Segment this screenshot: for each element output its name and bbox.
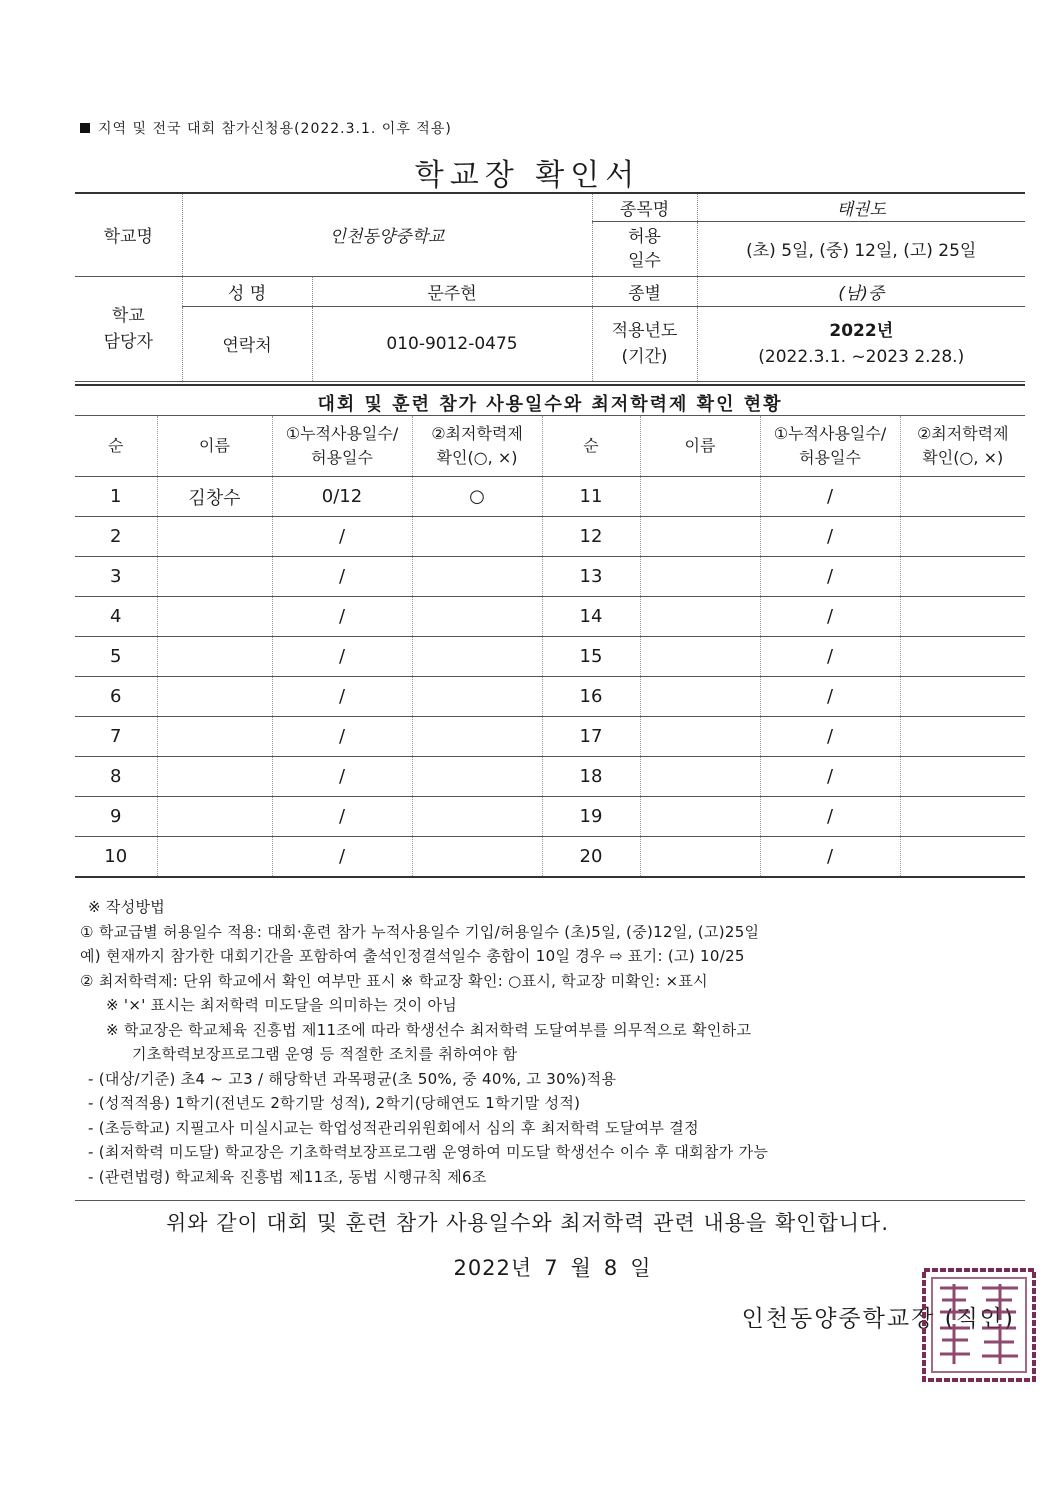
- table-row: [75, 717, 1025, 757]
- row-no: 1: [75, 477, 157, 517]
- row-name: [157, 517, 272, 557]
- row-name: [640, 637, 760, 677]
- row-days: /: [760, 677, 900, 717]
- contact-label: 연락처: [182, 306, 312, 381]
- row-days: /: [272, 797, 412, 837]
- row-days: /: [760, 717, 900, 757]
- note-item: - (성적적용) 1학기(전년도 2학기말 성적), 2학기(당해연도 1학기말 성적): [88, 1094, 581, 1112]
- row-name: [157, 557, 272, 597]
- period-value: 2022년 (2022.3.1. ~2023 2.28.): [697, 306, 1025, 381]
- confirmation-statement: 위와 같이 대회 및 훈련 참가 사용일수와 최저학력 관련 내용을 확인합니다.: [165, 1211, 889, 1235]
- table-row: [75, 557, 1025, 597]
- header-days: ①누적사용일수/ 허용일수: [272, 416, 412, 477]
- row-days: /: [272, 637, 412, 677]
- row-check: [412, 797, 542, 837]
- note-item: ② 최저학력제: 단위 학교에서 확인 여부만 표시 ※ 학교장 확인: ○표시, 학교장 미확인: ×표시: [80, 971, 708, 990]
- row-name: [157, 757, 272, 797]
- table-row: [75, 837, 1025, 878]
- period-label: 적용년도 (기간): [592, 306, 697, 381]
- document-title: 학교장 확인서: [414, 158, 641, 193]
- contact-value: 010-9012-0475: [312, 306, 592, 381]
- note-item: 기초학력보장프로그램 운영 등 적절한 조치를 취하여야 함: [132, 1045, 518, 1063]
- row-check: [900, 717, 1025, 757]
- info-table: [75, 192, 1025, 382]
- sport-value: 태권도: [697, 193, 1025, 221]
- row-name: [640, 757, 760, 797]
- row-days: /: [272, 757, 412, 797]
- row-check: [900, 757, 1025, 797]
- row-name: [157, 637, 272, 677]
- table-row: [75, 477, 1025, 517]
- row-check: [900, 557, 1025, 597]
- name-label: 성 명: [182, 276, 312, 306]
- form-type-text: 지역 및 전국 대회 참가신청용(2022.3.1. 이후 적용): [98, 121, 452, 137]
- row-check: [412, 757, 542, 797]
- row-no: 4: [75, 597, 157, 637]
- row-no: 19: [542, 797, 640, 837]
- row-no: 18: [542, 757, 640, 797]
- header-check: ②최저학력제 확인(○, ×): [412, 416, 542, 477]
- row-check: [412, 557, 542, 597]
- row-check: [412, 637, 542, 677]
- row-check: ○: [412, 477, 542, 517]
- note-item: - (대상/기준) 초4 ~ 고3 / 해당학년 과목평균(초 50%, 중 40%, 고 30%)적용: [88, 1069, 617, 1088]
- table-row: [75, 517, 1025, 557]
- row-days: /: [760, 477, 900, 517]
- note-item: - (초등학교) 지필고사 미실시교는 학업성적관리위원회에서 심의 후 최저학력 도달여부 결정: [88, 1118, 699, 1137]
- table-row: [75, 597, 1025, 637]
- row-name: 김창수: [157, 477, 272, 517]
- row-days: /: [272, 677, 412, 717]
- black-square-icon: [80, 123, 90, 133]
- row-days: /: [760, 517, 900, 557]
- header-name: 이름: [157, 416, 272, 477]
- row-name: [640, 597, 760, 637]
- note-item: - (최저학력 미도달) 학교장은 기초학력보장프로그램 운영하여 미도달 학생선수 이수 후 대회참가 가능: [88, 1143, 769, 1161]
- row-check: [412, 717, 542, 757]
- row-check: [412, 837, 542, 878]
- note-item: ① 학교급별 허용일수 적용: 대회·훈련 참가 누적사용일수 기입/허용일수 (초)5일, (중)12일, (고)25일: [80, 922, 760, 941]
- row-check: [900, 837, 1025, 878]
- row-check: [900, 637, 1025, 677]
- row-no: 2: [75, 517, 157, 557]
- row-name: [640, 517, 760, 557]
- row-days: /: [760, 557, 900, 597]
- header-no: 순: [75, 416, 157, 477]
- row-no: 10: [75, 837, 157, 878]
- row-check: [412, 677, 542, 717]
- row-days: /: [760, 757, 900, 797]
- row-no: 16: [542, 677, 640, 717]
- instructions: [80, 895, 1030, 1189]
- header-days: ①누적사용일수/ 허용일수: [760, 416, 900, 477]
- row-name: [640, 717, 760, 757]
- row-name: [640, 677, 760, 717]
- note-item: ※ 학교장은 학교체육 진흥법 제11조에 따라 학생선수 최저학력 도달여부를 의무적으로 확인하고: [106, 1020, 752, 1039]
- row-no: 7: [75, 717, 157, 757]
- roster-table: [75, 415, 1025, 878]
- table-row: [75, 637, 1025, 677]
- row-no: 14: [542, 597, 640, 637]
- row-days: /: [760, 597, 900, 637]
- gender-value: (남)중: [697, 276, 1025, 306]
- row-no: 8: [75, 757, 157, 797]
- notes-heading: ※ 작성방법: [88, 898, 166, 916]
- divider: [75, 1200, 1025, 1201]
- row-check: [900, 477, 1025, 517]
- row-no: 13: [542, 557, 640, 597]
- row-check: [412, 517, 542, 557]
- row-no: 9: [75, 797, 157, 837]
- official-seal-icon: [920, 1266, 1038, 1384]
- form-type-label: [80, 118, 452, 138]
- name-value: 문주현: [312, 276, 592, 306]
- document-date: 2022년 7 월 8 일: [453, 1256, 652, 1280]
- row-name: [157, 677, 272, 717]
- row-name: [157, 597, 272, 637]
- row-no: 6: [75, 677, 157, 717]
- row-check: [900, 597, 1025, 637]
- row-name: [157, 837, 272, 878]
- allowed-days-value: (초) 5일, (중) 12일, (고) 25일: [697, 221, 1025, 276]
- table-row: [75, 757, 1025, 797]
- row-no: 17: [542, 717, 640, 757]
- header-check: ②최저학력제 확인(○, ×): [900, 416, 1025, 477]
- header-no: 순: [542, 416, 640, 477]
- row-no: 11: [542, 477, 640, 517]
- row-check: [900, 797, 1025, 837]
- row-name: [640, 837, 760, 878]
- roster-header-row: [75, 416, 1025, 477]
- row-days: /: [272, 837, 412, 878]
- row-no: 20: [542, 837, 640, 878]
- row-name: [640, 477, 760, 517]
- row-name: [640, 797, 760, 837]
- row-no: 5: [75, 637, 157, 677]
- note-item: 예) 현재까지 참가한 대회기간을 포함하여 출석인정결석일수 총합이 10일 경우 ⇨ 표기: (고) 10/25: [80, 947, 745, 965]
- manager-label: 학교 담당자: [75, 276, 182, 381]
- row-days: /: [272, 517, 412, 557]
- row-check: [412, 597, 542, 637]
- sport-label: 종목명: [592, 193, 697, 221]
- table-row: [75, 797, 1025, 837]
- row-days: 0/12: [272, 477, 412, 517]
- row-no: 12: [542, 517, 640, 557]
- row-days: /: [760, 637, 900, 677]
- note-item: ※ '×' 표시는 최저학력 미도달을 의미하는 것이 아님: [106, 996, 458, 1014]
- row-name: [157, 797, 272, 837]
- row-days: /: [760, 797, 900, 837]
- row-name: [157, 717, 272, 757]
- row-days: /: [272, 557, 412, 597]
- school-value: 인천동양중학교: [182, 193, 592, 276]
- row-check: [900, 517, 1025, 557]
- school-label: 학교명: [75, 193, 182, 276]
- section-title: 대회 및 훈련 참가 사용일수와 최저학력제 확인 현황: [75, 384, 1025, 416]
- row-days: /: [272, 717, 412, 757]
- allowed-days-label: 허용 일수: [592, 221, 697, 276]
- row-days: /: [272, 597, 412, 637]
- header-name: 이름: [640, 416, 760, 477]
- row-name: [640, 557, 760, 597]
- row-no: 15: [542, 637, 640, 677]
- principal-signature: 인천동양중학교장 (직인): [741, 1306, 1015, 1332]
- row-days: /: [760, 837, 900, 878]
- table-row: [75, 677, 1025, 717]
- note-item: - (관련법령) 학교체육 진흥법 제11조, 동법 시행규칙 제6조: [88, 1167, 487, 1186]
- row-no: 3: [75, 557, 157, 597]
- gender-label: 종별: [592, 276, 697, 306]
- row-check: [900, 677, 1025, 717]
